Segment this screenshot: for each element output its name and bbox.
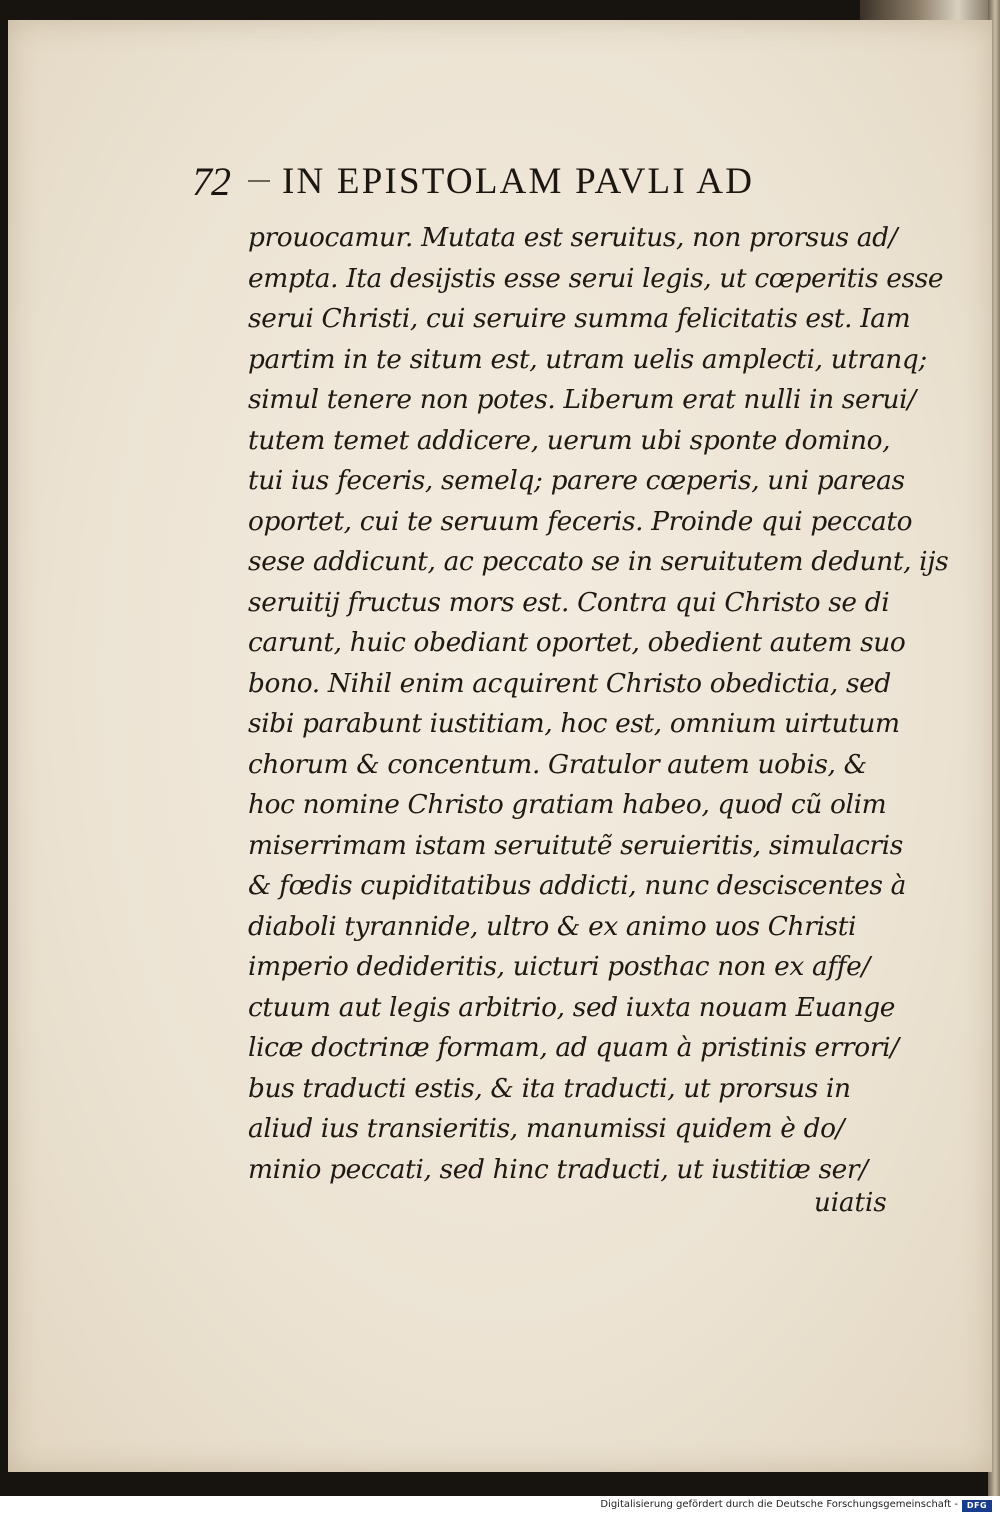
page-number: 72 — [192, 159, 230, 204]
text-line: ctuum aut legis arbitrio, sed iuxta nouam Euange — [248, 991, 896, 1023]
text-line: diaboli tyrannide, ultro & ex animo uos Christi — [248, 910, 857, 942]
text-line: seruitij fructus mors est. Contra qui Christo se di — [248, 586, 890, 618]
text-line: prouocamur. Mutata est seruitus, non prorsus ad/ — [248, 222, 898, 253]
text-line: partim in te situm est, utram uelis amplecti, utranq; — [248, 343, 927, 375]
text-line: tui ius feceris, semelq; parere cœperis, uni pareas — [248, 465, 905, 496]
text-line: miserrimam istam seruitutẽ seruieritis, simulacris — [248, 829, 903, 861]
running-title: IN EPISTOLAM PAVLI AD — [282, 161, 755, 202]
catchword: uiatis — [814, 1188, 887, 1218]
text-line: carunt, huic obediant oportet, obedient autem suo — [248, 627, 906, 658]
text-line: empta. Ita desijstis esse serui legis, ut cœperitis esse — [248, 262, 944, 294]
text-line: sibi parabunt iustitiam, hoc est, omnium uirtutum — [248, 708, 900, 739]
text-line: & fœdis cupiditatibus addicti, nunc desciscentes à — [248, 870, 906, 901]
dfg-logo: DFG — [962, 1500, 992, 1512]
digitization-credit: Digitalisierung gefördert durch die Deutsche Forschungsgemeinschaft - — [600, 1499, 958, 1510]
text-line: minio peccati, sed hinc traducti, ut iustitiæ ser/ — [248, 1153, 868, 1185]
text-line: serui Christi, cui seruire summa felicitatis est. Iam — [248, 303, 911, 334]
text-line: simul tenere non potes. Liberum erat nulli in serui/ — [248, 384, 916, 415]
text-line: licæ doctrinæ formam, ad quam à pristinis errori/ — [248, 1032, 899, 1063]
text-line: tutem temet addicere, uerum ubi sponte domino, — [248, 424, 891, 456]
text-line: oportet, cui te seruum feceris. Proinde qui peccato — [248, 505, 913, 537]
header-dash — [248, 180, 270, 182]
text-line: sese addicunt, ac peccato se in seruitutem dedunt, ijs — [248, 546, 949, 577]
text-line: chorum & concentum. Gratulor autem uobis, & — [248, 748, 867, 780]
text-line: imperio dedideritis, uicturi posthac non ex affe/ — [248, 951, 870, 982]
text-line: bus traducti estis, & ita traducti, ut prorsus in — [248, 1072, 851, 1104]
text-line: hoc nomine Christo gratiam habeo, quod cũ olim — [248, 789, 887, 820]
text-line: bono. Nihil enim acquirent Christo obedictia, sed — [248, 667, 891, 699]
body-text — [248, 218, 949, 1190]
text-line: aliud ius transieritis, manumissi quidem è do/ — [248, 1113, 845, 1144]
